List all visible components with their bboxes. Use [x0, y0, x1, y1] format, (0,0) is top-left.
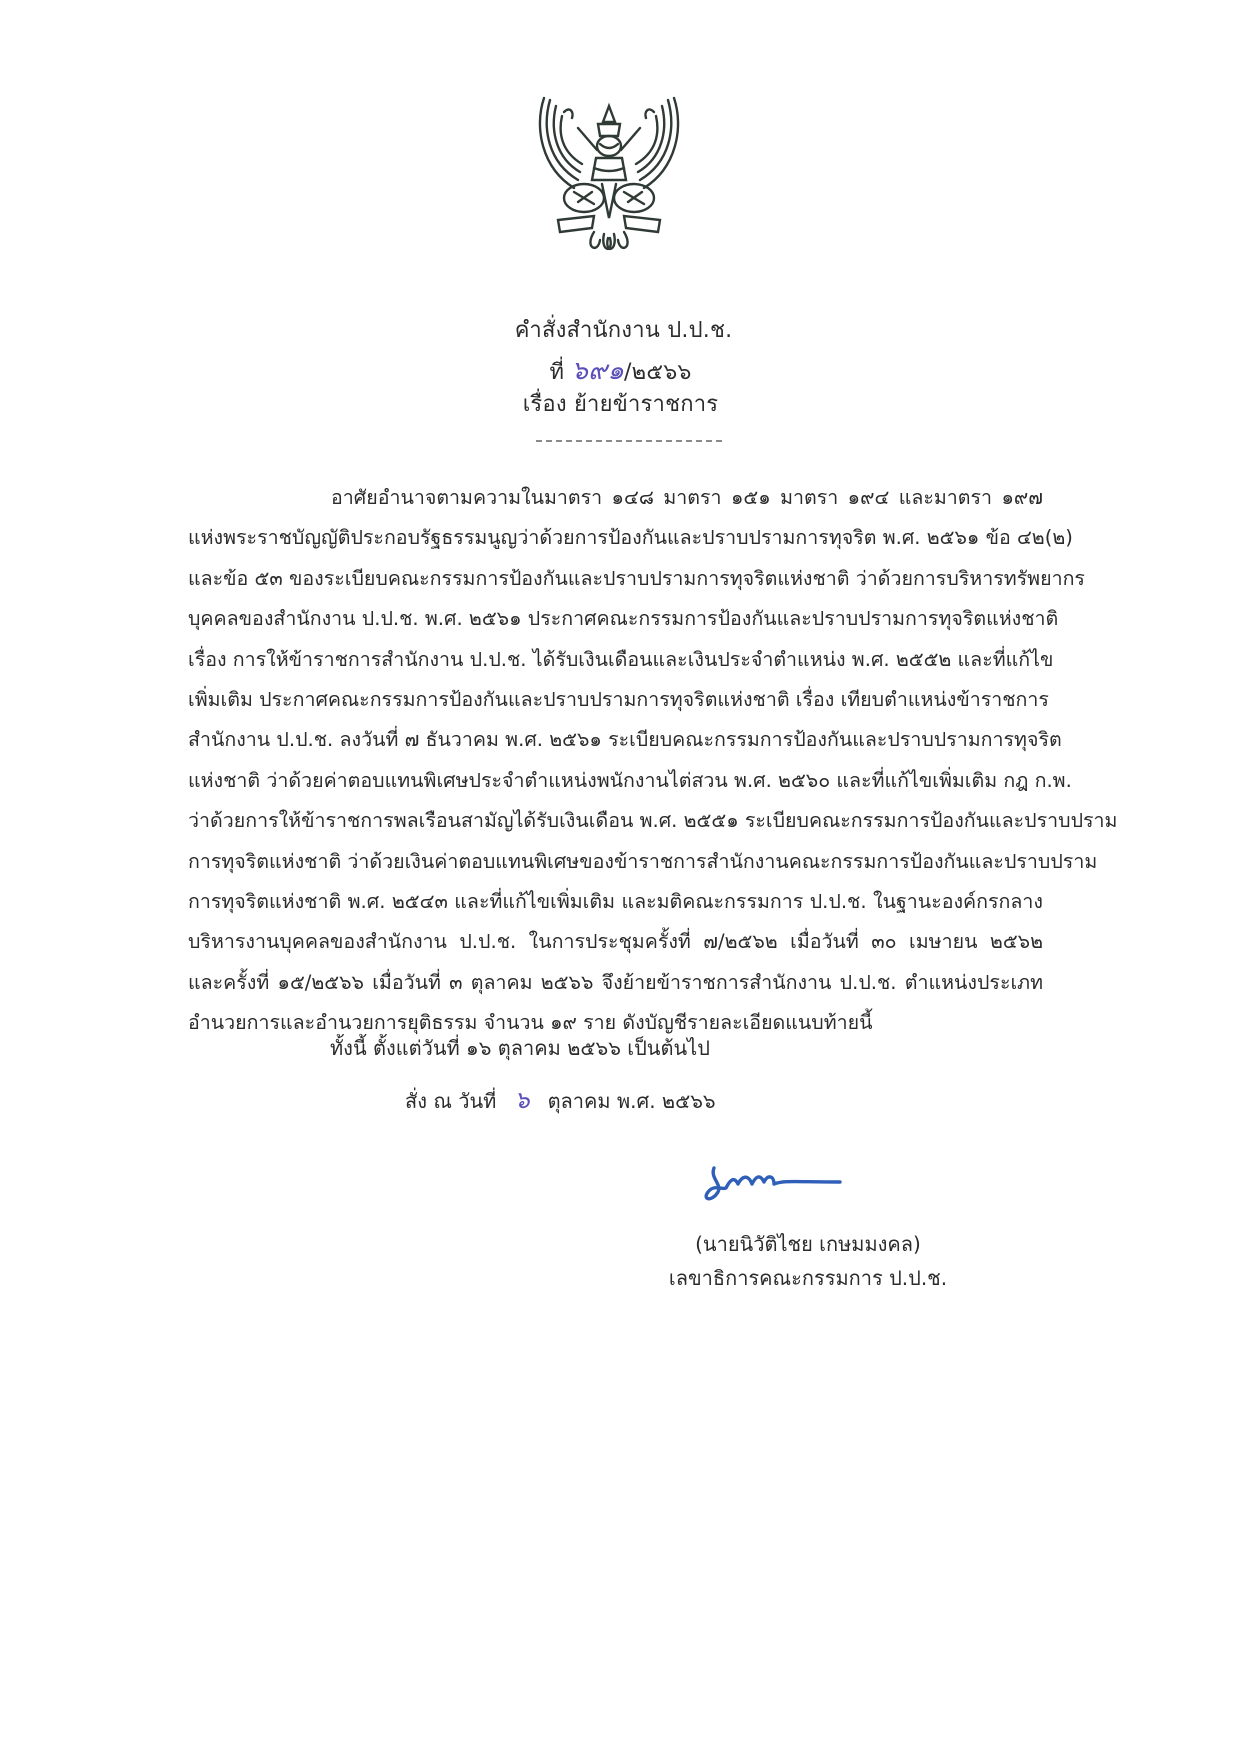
- ordered-prefix: สั่ง ณ วันที่: [405, 1089, 497, 1113]
- body-line: การทุจริตแห่งชาติ ว่าด้วยเงินค่าตอบแทนพิเศษของข้าราชการสำนักงานคณะกรรมการป้องกันและปราบปราม: [188, 849, 1098, 873]
- order-number-prefix: ที่: [549, 360, 565, 385]
- body-line: สำนักงาน ป.ป.ช. ลงวันที่ ๗ ธันวาคม พ.ศ. ๒๕๖๑ ระเบียบคณะกรรมการป้องกันและปราบปรามการทุจริต: [188, 728, 1062, 752]
- order-body: [188, 478, 1118, 1043]
- handwritten-signature-icon: [700, 1162, 850, 1207]
- body-line: และข้อ ๕๓ ของระเบียบคณะกรรมการป้องกันและปราบปรามการทุจริตแห่งชาติ ว่าด้วยการบริหารทรัพยากร: [188, 566, 1085, 590]
- header-divider: [536, 440, 722, 442]
- body-line: บุคคลของสำนักงาน ป.ป.ช. พ.ศ. ๒๕๖๑ ประกาศคณะกรรมการป้องกันและปราบปรามการทุจริตแห่งชาติ: [188, 607, 1059, 631]
- body-line: อำนวยการและอำนวยการยุติธรรม จำนวน ๑๙ ราย ดังบัญชีรายละเอียดแนบท้ายนี้: [188, 1011, 873, 1035]
- effective-date: ทั้งนี้ ตั้งแต่วันที่ ๑๖ ตุลาคม ๒๕๖๖ เป็นต้นไป: [330, 1036, 710, 1060]
- order-number-suffix: /๒๕๖๖: [624, 360, 692, 385]
- body-line: แห่งพระราชบัญญัติประกอบรัฐธรรมนูญว่าด้วยการป้องกันและปราบปรามการทุจริต พ.ศ. ๒๕๖๑ ข้อ ๔๒(๒): [188, 526, 1073, 550]
- body-line: อาศัยอำนาจตามความในมาตรา ๑๔๘ มาตรา ๑๕๑ มาตรา ๑๙๔ และมาตรา ๑๙๗: [331, 486, 1043, 509]
- order-title: คำสั่งสำนักงาน ป.ป.ช.: [514, 318, 733, 343]
- ordered-day-handwritten: ๖: [514, 1086, 530, 1114]
- body-line: ว่าด้วยการให้ข้าราชการพลเรือนสามัญได้รับเงินเดือน พ.ศ. ๒๕๕๑ ระเบียบคณะกรรมการป้องกันและปราบปราม: [188, 809, 1118, 833]
- garuda-emblem-icon: [534, 88, 684, 258]
- body-line: เรื่อง การให้ข้าราชการสำนักงาน ป.ป.ช. ได้รับเงินเดือนและเงินประจำตำแหน่ง พ.ศ. ๒๕๕๒ และที่แก้ไข: [188, 647, 1054, 671]
- signer-name: (นายนิวัติไชย เกษมมงคล): [695, 1232, 921, 1256]
- signer-title: เลขาธิการคณะกรรมการ ป.ป.ช.: [668, 1266, 948, 1290]
- ordered-date: [405, 1080, 716, 1119]
- ordered-suffix: ตุลาคม พ.ศ. ๒๕๖๖: [547, 1089, 716, 1113]
- order-number-handwritten: ๖๙๑: [571, 356, 625, 386]
- body-line: แห่งชาติ ว่าด้วยค่าตอบแทนพิเศษประจำตำแหน่งพนักงานไต่สวน พ.ศ. ๒๕๖๐ และที่แก้ไขเพิ่มเติม กฎ ก.พ.: [188, 768, 1072, 792]
- body-line: การทุจริตแห่งชาติ พ.ศ. ๒๕๔๓ และที่แก้ไขเพิ่มเติม และมติคณะกรรมการ ป.ป.ช. ในฐานะองค์กรกลาง: [188, 889, 1043, 913]
- body-line: บริหารงานบุคคลของสำนักงาน ป.ป.ช. ในการประชุมครั้งที่ ๗/๒๕๖๒ เมื่อวันที่ ๓๐ เมษายน ๒๕๖๒: [188, 930, 1043, 954]
- order-number: [0, 350, 1241, 391]
- order-subject: เรื่อง ย้ายข้าราชการ: [522, 392, 719, 417]
- body-line: เพิ่มเติม ประกาศคณะกรรมการป้องกันและปราบปรามการทุจริตแห่งชาติ เรื่อง เทียบตำแหน่งข้าราชการ: [188, 687, 1049, 711]
- body-line: และครั้งที่ ๑๕/๒๕๖๖ เมื่อวันที่ ๓ ตุลาคม ๒๕๖๖ จึงย้ายข้าราชการสำนักงาน ป.ป.ช. ตำแหน่งประเภท: [188, 970, 1043, 994]
